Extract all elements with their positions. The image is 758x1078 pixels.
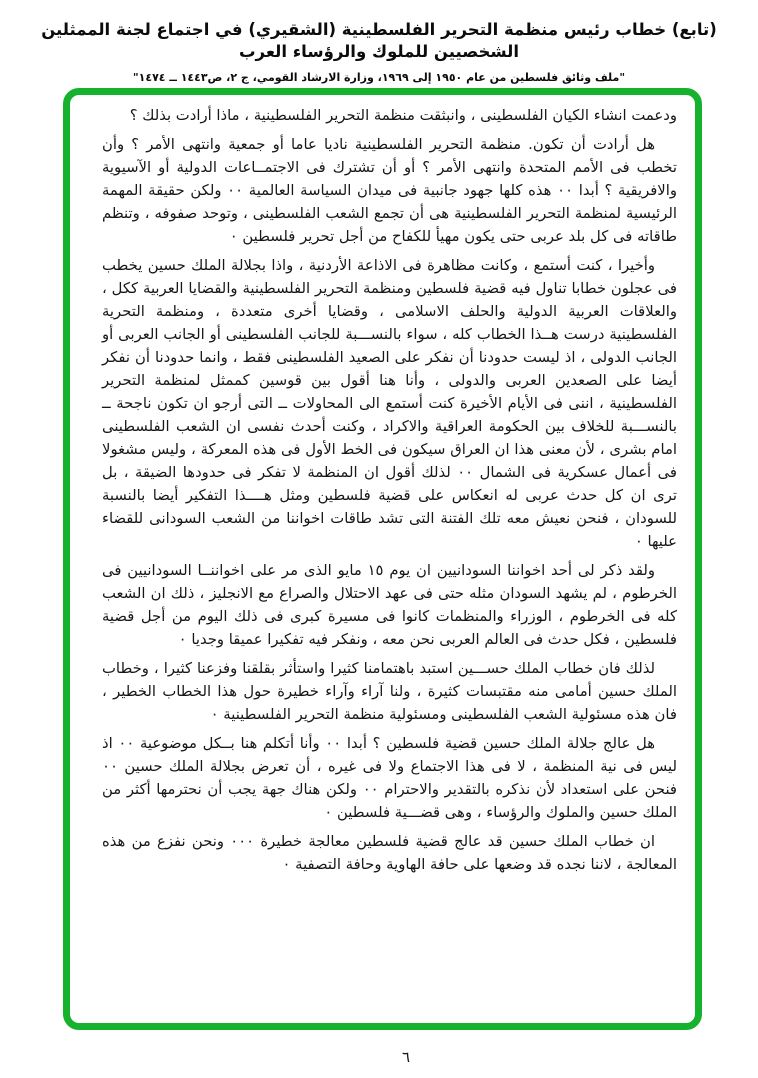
page-footer: [0, 1042, 758, 1066]
paragraph-3: وأخيرا ، كنت أستمع ، وكانت مظاهرة فى الاذاعة الأردنية ، واذا بجلالة الملك حسين يخطب فى عجلون خطابا تناول فيه قضية فلسطين ومنظمة التحرير الفلسطينية والقضايا العربية ككل ، والعلاقات العربية الدولية والحلف الاسلامى ، وقضايا أخرى متعددة ، ومنظمة التحرية الفلسطينية درست هــذا الخطاب كله ، سواء بالنســـبة للجانب الفلسطينى أو الجانب العربى أو الجانب الدولى ، اذ ليست حدودنا أن نفكر على الصعيد الفلسطينى فقط ، وانما حدودنا أن نفكر أيضا على الصعدين العربى والدولى ، وأنا هنا أقول بين قوسين كممثل لمنظمة التحرير الفلسطينية ، اننى فى الأيام الأخيرة كنت أستمع الى المحاولات ــ التى أرجو ان تكون ناجحة ــ بالنســـبة للخلاف بين الحكومة العراقية والاكراد ، وكنت أحدث نفسى ان الشعب الفلسطينى امام بشرى ، لأن معنى هذا ان العراق سيكون فى الخط الأول فى هذه المعركة ، وليس مشغولا فى أعمال عسكرية فى الشمال ٠٠ لذلك أقول ان المنظمة لا تفكر فى حدودها الضيقة ، بل ترى ان كل حدث عربى له انعكاس على قضية فلسطين ومثل هــــذا التفكير أيضا بالنسبة للسودان ، فنحن نعيش معه تلك الفتنة التى تشد طاقات اخواننا من الشعب السودانى للقضاء عليها ٠: [102, 257, 677, 550]
paragraph-2: هل أرادت أن تكون. منظمة التحرير الفلسطينية ناديا عاما أو جمعية وانتهى الأمر ؟ وأن تخطب فى الأمم المتحدة وانتهى الأمر ؟ أو أن تشترك فى الاجتمــاعات الدولية أو الآسيوية والافريقية ؟ أبدا ٠٠ هذه كلها جهود جانبية فى ميدان السياسة العالمية ٠٠ ولكن حقيقة المهمة الرئيسية لمنظمة التحرير الفلسطينية هى أن تجمع الشعب الفلسطينى ، وتوحد صفوفه ، وتنظم طاقاته فى كل بلد عربى حتى يكون مهيأ للكفاح من أجل تحرير فلسطين ٠: [102, 136, 677, 245]
paragraph-1: ودعمت انشاء الكيان الفلسطينى ، وانبثقت منظمة التحرير الفلسطينية ، ماذا أرادت بذلك ؟: [129, 107, 677, 124]
paragraph-7: ان خطاب الملك حسين قد عالج قضية فلسطين معالجة خطيرة ٠٠٠ ونحن نفزع من هذه المعالجة ، لاننا نجده قد وضعها على حافة الهاوية وحافة التصفية ٠: [102, 833, 677, 873]
source-citation: "ملف وثائق فلسطين من عام ١٩٥٠ إلى ١٩٦٩، وزارة الارشاد القومي، ج ٢، ص١٤٤٣ ــ ١٤٧٤": [132, 70, 626, 84]
green-border-frame: [63, 88, 702, 1030]
paragraph-6: هل عالج جلالة الملك حسين قضية فلسطين ؟ أبدا ٠٠ وأنا أتكلم هنا بــكل موضوعية ٠٠ اذ ليس فى نية المنظمة ، لا فى هذا الاجتماع ولا فى غيره ، أن تعرض بجلالة الملك حسين ٠٠ فنحن على استعداد لأن نذكره بالتقدير والاحترام ٠٠ ولكن هناك جهة يجب أن نحترمها أكثر من الملك حسين والملوك والرؤساء ، وهى قضـــية فلسطين ٠: [102, 735, 678, 821]
document-title: (تابع) خطاب رئيس منظمة التحرير الفلسطينية (الشقيري) في اجتماع لجنة الممثلين الشخصيين للملوك والرؤساء العرب: [41, 20, 717, 62]
paragraph-4: ولقد ذكر لى أحد اخواننا السودانيين ان يوم ١٥ مايو الذى مر على اخواننــا السودانيين فى الخرطوم ، لم يشهد السودان مثله حتى فى عهد الاحتلال والصراع مع الانجليز ، ذلك ان الشعب كله فى الخرطوم ، الوزراء والمنظمات كانوا فى مسيرة كبرى فى ذلك اليوم من أجل قضية فلسطين ، فكل حدث فى العالم العربى نحن معه ، ونفكر فيه تفكيرا عميقا وجديا ٠: [102, 562, 677, 648]
page-number: ٦: [402, 1048, 411, 1066]
paragraph-5: لذلك فان خطاب الملك حســـين استبد باهتمامنا كثيرا واستأثر بقلقنا وفزعنا كثيرا ، وخطاب الملك حسين أمامى منه مقتبسات كثيرة ، ولنا آراء وآراء خطيرة حول هذا الخطاب الخطير ، فان هذه مسئولية الشعب الفلسطينى ومسئولية منظمة التحرير الفلسطينية ٠: [102, 660, 677, 723]
document-header: [0, 0, 758, 84]
document-body-text: [70, 95, 695, 890]
